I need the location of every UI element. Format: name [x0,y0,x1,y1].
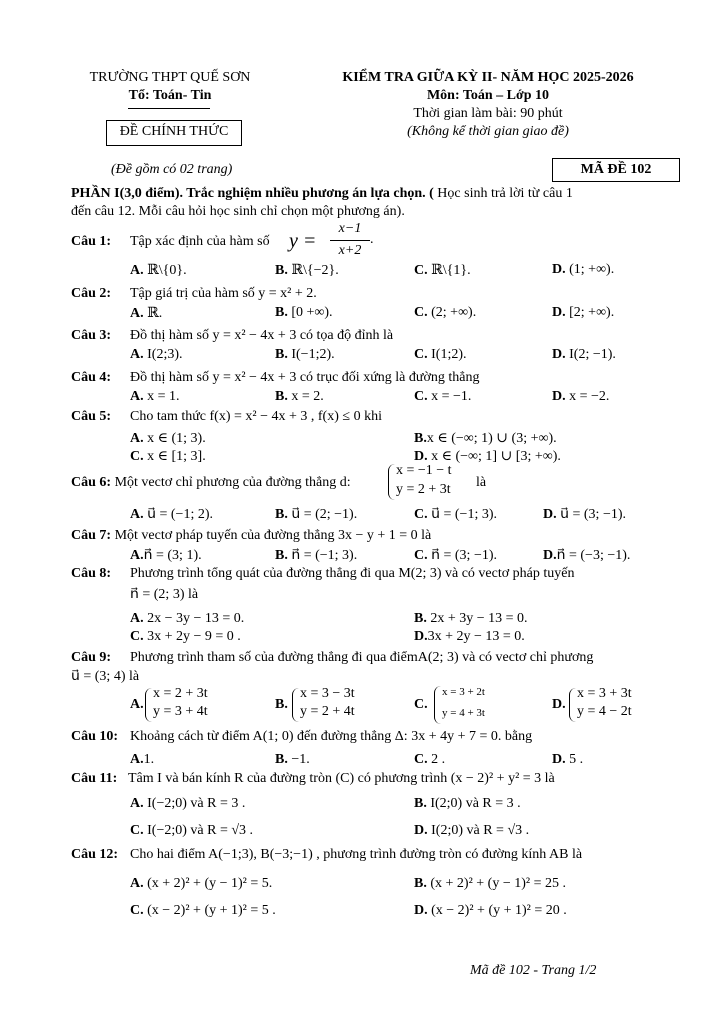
q5-option-a[interactable]: A. x ∈ (1; 3). [130,431,206,446]
q12-option-a[interactable]: A. (x + 2)² + (y − 1)² = 5. [130,876,273,891]
department: Tổ: Toán- Tin [128,88,212,103]
q4-label: Câu 4: [71,370,112,385]
q3-label: Câu 3: [71,328,112,343]
q10-option-d[interactable]: D. 5 . [552,752,584,767]
q2-option-d[interactable]: D. [2; +∞). [552,305,615,320]
q1-period: . [370,232,374,247]
q7-option-d[interactable]: D.n⃗ = (−3; −1). [543,548,631,563]
q7-option-c[interactable]: C. n⃗ = (3; −1). [414,548,498,563]
dept-underline [128,108,210,109]
official-label: ĐỀ CHÍNH THỨC [119,124,229,139]
q9-option-c-line1[interactable]: x = 3 + 2t [442,686,485,698]
q9-option-b-line1[interactable]: x = 3 − 3t [300,686,355,701]
q11-option-a[interactable]: A. I(−2;0) và R = 3 . [130,796,246,811]
part-title-line [71,186,573,202]
q1-option-c[interactable]: C. ℝ\{1}. [414,263,471,278]
q5-option-c[interactable]: C. x ∈ [1; 3]. [130,449,206,464]
q8-option-d[interactable]: D.3x + 2y − 13 = 0. [414,629,525,644]
q9-option-b-line2[interactable]: y = 2 + 4t [300,704,355,719]
q10-label: Câu 10: [71,729,119,744]
q3-option-d[interactable]: D. I(2; −1). [552,347,616,362]
q8-text-2: n⃗ = (2; 3) là [130,587,199,602]
q2-label: Câu 2: [71,286,112,301]
q9-option-a-line1[interactable]: x = 2 + 3t [153,686,208,701]
q12-option-d[interactable]: D. (x − 2)² + (y + 1)² = 20 . [414,903,567,918]
exam-code-box [552,158,680,182]
q9-option-b-letter[interactable]: B. [275,697,288,712]
q4-option-c[interactable]: C. x = −1. [414,389,472,404]
q3-option-b[interactable]: B. I(−1;2). [275,347,335,362]
q6-system-line1: x = −1 − t [396,463,452,478]
q6-stem [71,475,351,491]
q6-label: Câu 6: [71,475,112,490]
q4-option-a[interactable]: A. x = 1. [130,389,180,404]
q3-option-c[interactable]: C. I(1;2). [414,347,467,362]
q3-text: Đồ thị hàm số y = x² − 4x + 3 có tọa độ đỉnh là [130,328,394,343]
q9-option-d-line1[interactable]: x = 3 + 3t [577,686,632,701]
q5-text: Cho tam thức f(x) = x² − 4x + 3 , f(x) ≤ 0 khi [130,409,382,424]
q12-label: Câu 12: [71,847,119,862]
q9-option-d-letter[interactable]: D. [552,697,566,712]
q11-option-b[interactable]: B. I(2;0) và R = 3 . [414,796,521,811]
q2-option-a[interactable]: A. ℝ. [130,306,163,321]
page-footer: Mã đề 102 - Trang 1/2 [470,963,597,978]
q8-label: Câu 8: [71,566,112,581]
part-instruction-1: Học sinh trả lời từ câu 1 [433,186,573,201]
q12-text: Cho hai điểm A(−1;3), B(−3;−1) , phương trình đường tròn có đường kính AB là [130,847,583,862]
q9-option-d-brace [569,688,576,722]
q6-text: Một vectơ chỉ phương của đường thẳng d: [114,475,351,490]
q1-text [130,234,270,250]
q6-option-a[interactable]: A. u⃗ = (−1; 2). [130,507,214,522]
q8-text: Phương trình tổng quát của đường thẳng đi qua M(2; 3) và có vectơ pháp tuyến [130,566,575,581]
q10-option-b[interactable]: B. −1. [275,752,310,767]
q6-system-line2: y = 2 + 3t [396,482,451,497]
q10-option-a[interactable]: A.1. [130,752,155,767]
q4-text: Đồ thị hàm số y = x² − 4x + 3 có trục đối xứng là đường thẳng [130,370,480,385]
q9-text: Phương trình tham số của đường thẳng đi qua điểmA(2; 3) và có vectơ chỉ phương [130,650,594,665]
q7-stem [71,528,431,544]
exam-time: Thời gian làm bài: 90 phút [413,106,563,121]
q5-option-b[interactable]: B.x ∈ (−∞; 1) ∪ (3; +∞). [414,431,557,446]
q12-option-c[interactable]: C. (x − 2)² + (y + 1)² = 5 . [130,903,276,918]
q7-label: Câu 7: [71,528,112,543]
q11-text: Tâm I và bán kính R của đường tròn (C) có phương trình (x − 2)² + y² = 3 là [128,771,555,786]
pages-note: (Đề gồm có 02 trang) [111,162,233,177]
part-title: PHẦN I(3,0 điểm). Trắc nghiệm nhiều phương án lựa chọn. ( [71,186,434,201]
q11-option-c[interactable]: C. I(−2;0) và R = √3 . [130,823,254,838]
q11-option-d[interactable]: D. I(2;0) và R = √3 . [414,823,530,838]
q6-tail: là [476,475,487,490]
q8-option-c[interactable]: C. 3x + 2y − 9 = 0 . [130,629,241,644]
q8-option-b[interactable]: B. 2x + 3y − 13 = 0. [414,611,528,626]
q1-stem: Tập xác định của hàm số [130,234,270,249]
q7-text: Một vectơ pháp tuyến của đường thẳng 3x − y + 1 = 0 là [114,528,432,543]
q9-option-c-letter[interactable]: C. [414,697,428,712]
q5-option-d[interactable]: D. x ∈ (−∞; 1] ∪ [3; +∞). [414,449,561,464]
q12-option-b[interactable]: B. (x + 2)² + (y − 1)² = 25 . [414,876,566,891]
time-note: (Không kể thời gian giao đề) [407,124,569,139]
q9-text-2: u⃗ = (3; 4) là [71,669,140,684]
q9-option-c-line2[interactable]: y = 4 + 3t [442,707,485,719]
q1-fraction-bar [330,240,370,241]
q9-option-a-line2[interactable]: y = 3 + 4t [153,704,208,719]
q9-option-a-brace [145,688,152,722]
q10-text: Khoảng cách từ điểm A(1; 0) đến đường thẳng Δ: 3x + 4y + 7 = 0. bằng [130,729,533,744]
q8-option-a[interactable]: A. 2x − 3y − 13 = 0. [130,611,245,626]
q9-option-a-letter[interactable]: A. [130,697,144,712]
q1-option-a[interactable]: A. ℝ\{0}. [130,263,187,278]
q1-numerator: x−1 [338,221,362,236]
q5-label: Câu 5: [71,409,112,424]
q6-option-d[interactable]: D. u⃗ = (3; −1). [543,507,627,522]
q1-denominator: x+2 [338,243,362,258]
q1-y: y = [289,230,317,252]
q9-option-b-brace [292,688,299,722]
q6-brace [388,464,395,500]
q4-option-d[interactable]: D. x = −2. [552,389,610,404]
q1-option-d[interactable]: D. (1; +∞). [552,262,615,277]
q2-option-c[interactable]: C. (2; +∞). [414,305,477,320]
q2-option-b[interactable]: B. [0 +∞). [275,305,333,320]
q1-option-b[interactable]: B. ℝ\{−2}. [275,263,339,278]
subject: Môn: Toán – Lớp 10 [426,88,550,103]
school-name: TRƯỜNG THPT QUẾ SƠN [89,70,251,85]
q6-option-c[interactable]: C. u⃗ = (−1; 3). [414,507,498,522]
q4-option-b[interactable]: B. x = 2. [275,389,324,404]
q7-option-a[interactable]: A.n⃗ = (3; 1). [130,548,202,563]
official-box [106,120,242,146]
q2-text: Tập giá trị của hàm số y = x² + 2. [130,286,317,301]
exam-title: KIỂM TRA GIỮA KỲ II- NĂM HỌC 2025-2026 [342,70,634,85]
q9-option-c-brace [434,686,441,724]
q9-label: Câu 9: [71,650,112,665]
q3-option-a[interactable]: A. I(2;3). [130,347,183,362]
q11-label: Câu 11: [71,771,118,786]
q1-label: Câu 1: [71,234,112,249]
part-instruction-2: đến câu 12. Mỗi câu hỏi học sinh chỉ chọn một phương án). [71,204,405,219]
q6-option-b[interactable]: B. u⃗ = (2; −1). [275,507,358,522]
q9-option-d-line2[interactable]: y = 4 − 2t [577,704,632,719]
exam-code: MÃ ĐỀ 102 [580,162,652,177]
q10-option-c[interactable]: C. 2 . [414,752,446,767]
q7-option-b[interactable]: B. n⃗ = (−1; 3). [275,548,358,563]
